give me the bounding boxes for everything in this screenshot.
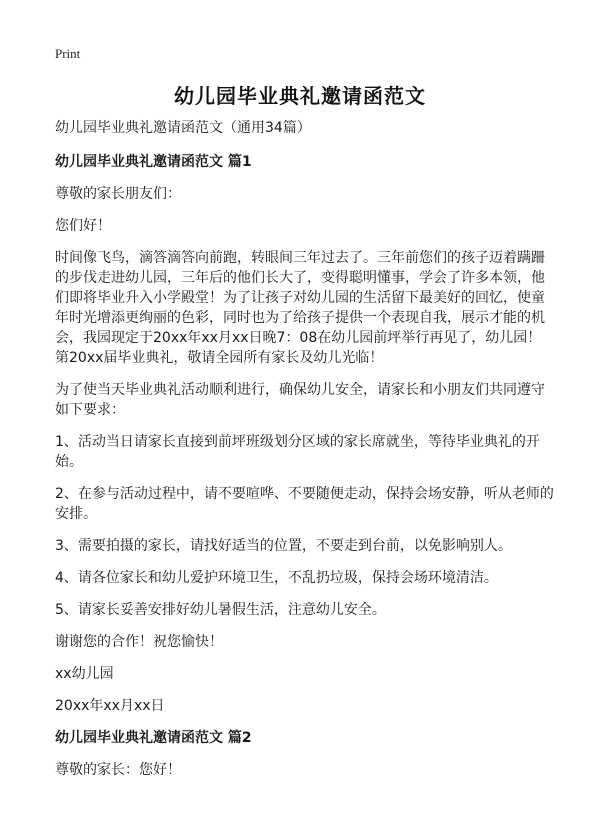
print-link[interactable]: Print	[55, 46, 81, 61]
body-paragraph: 时间像飞鸟，滴答滴答向前跑，转眼间三年过去了。三年前您们的孩子迈着蹒跚的步伐走进幼儿园，三年后的他们长大了，变得聪明懂事，学会了许多本领，他们即将毕业升入小学殿堂！为了让孩子对幼儿园的生活留下最美好的回忆，使童年时光增添更绚丽的色彩，同时也为了给孩子提供一个表现自我，展示才能的机会，我园现定于20xx年xx月xx日晚7：08在幼儿园前坪举行再见了，幼儿园！第20xx届毕业典礼，敬请全园所有家长及幼儿光临！	[55, 250, 545, 366]
rule-item-1: 1、活动当日请家长直接到前坪班级划分区域的家长席就坐，等待毕业典礼的开始。	[55, 434, 540, 470]
hello: 您们好！	[55, 218, 111, 234]
rule-item-2: 2、在参与活动过程中，请不要喧哗、不要随便走动，保持会场安静，听从老师的安排。	[55, 486, 554, 522]
greeting: 尊敬的家长朋友们：	[55, 186, 181, 202]
section-heading-2: 幼儿园毕业典礼邀请函范文 篇2	[55, 730, 252, 746]
greeting-2: 尊敬的家长：您好！	[55, 762, 181, 778]
rule-item-4: 4、请各位家长和幼儿爱护环境卫生，不乱扔垃圾，保持会场环境清洁。	[55, 570, 498, 586]
date-line: 20xx年xx月xx日	[55, 698, 165, 714]
document-body	[55, 118, 555, 792]
rule-item-3: 3、需要拍摄的家长，请找好适当的位置，不要走到台前，以免影响别人。	[55, 538, 512, 554]
thanks-line: 谢谢您的合作！祝您愉快！	[55, 634, 223, 650]
rules-intro: 为了使当天毕业典礼活动顺利进行，确保幼儿安全，请家长和小朋友们共同遵守如下要求：	[55, 382, 545, 418]
rule-item-5: 5、请家长妥善安排好幼儿暑假生活，注意幼儿安全。	[55, 602, 386, 618]
document-subtitle: 幼儿园毕业典礼邀请函范文（通用34篇）	[55, 120, 311, 136]
page-title: 幼儿园毕业典礼邀请函范文	[174, 84, 426, 108]
section-heading-1: 幼儿园毕业典礼邀请函范文 篇1	[55, 154, 252, 170]
signature: xx幼儿园	[55, 666, 114, 682]
